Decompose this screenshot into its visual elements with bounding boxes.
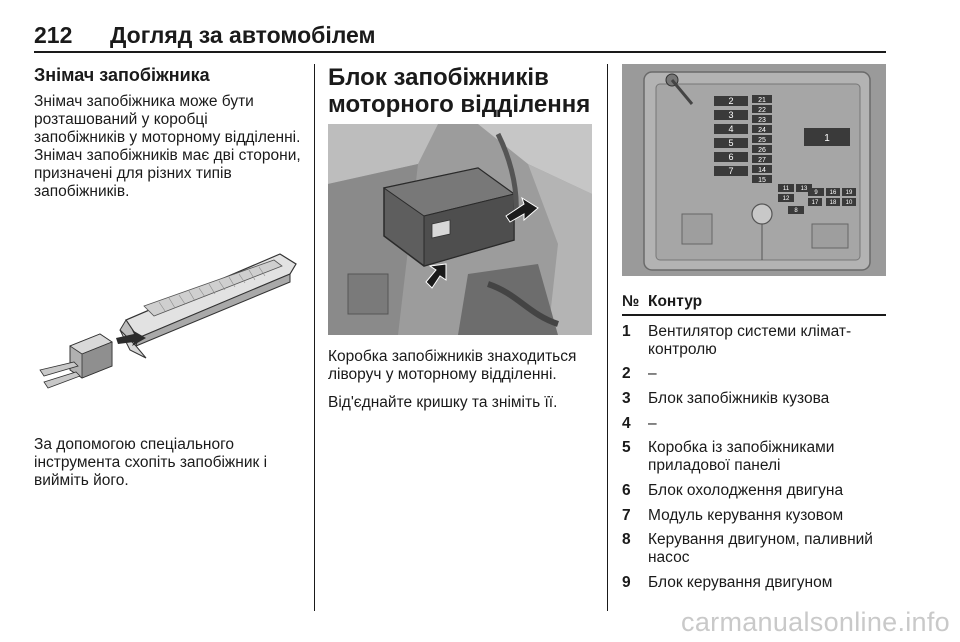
- fuse-label-5: 5: [728, 138, 734, 148]
- table-header-number: №: [622, 293, 640, 310]
- column-divider-1: [314, 64, 315, 611]
- fuse-label-4: 4: [728, 124, 734, 134]
- row-number: 8: [622, 531, 631, 548]
- engine-fuse-block-text: [328, 348, 596, 412]
- row-number: 6: [622, 482, 631, 499]
- row-label: –: [648, 415, 657, 432]
- remove-cover-instruction: Від'єднайте кришку та зніміть її.: [328, 394, 558, 411]
- relay-label-1: 1: [824, 133, 830, 144]
- fuse-label-19: 19: [845, 190, 853, 196]
- row-number: 7: [622, 507, 631, 524]
- engine-fuse-block-section: [328, 64, 596, 118]
- row-number: 2: [622, 365, 631, 382]
- row-label: Коробка із запобіжниками приладової панелі: [648, 439, 835, 474]
- fuse-label-21: 21: [758, 97, 766, 104]
- fuse-box-location-text: Коробка запобіжників знаходиться ліворуч у моторному відділенні.: [328, 348, 577, 383]
- row-label: Керування двигуном, паливний насос: [648, 531, 873, 566]
- circuit-table-header: [622, 292, 886, 316]
- header-rule: [34, 51, 886, 53]
- fuse-label-24: 24: [758, 127, 766, 134]
- table-header-circuit: Контур: [648, 293, 703, 310]
- fuse-label-23: 23: [758, 117, 766, 124]
- fuse-label-7: 7: [728, 166, 734, 176]
- fuse-label-13: 13: [800, 186, 808, 192]
- page-number: 212: [34, 22, 73, 48]
- fuse-label-12: 12: [782, 196, 790, 202]
- right-fuse-column: [752, 95, 772, 184]
- fuse-label-9: 9: [814, 190, 818, 196]
- row-number: 3: [622, 390, 631, 407]
- engine-fuse-block-heading: Блок запобіжників моторного відділення: [328, 64, 591, 118]
- fuse-label-25: 25: [758, 137, 766, 144]
- row-label: Блок запобіжників кузова: [648, 390, 830, 407]
- running-title: Догляд за автомобілем: [110, 22, 376, 48]
- fuse-label-6: 6: [728, 152, 734, 162]
- row-label: Модуль керування кузовом: [648, 507, 844, 524]
- engine-compartment-illustration: [328, 124, 592, 335]
- row-number: 5: [622, 439, 631, 456]
- fuse-extractor-section: [34, 64, 302, 201]
- fuse-label-15: 15: [758, 177, 766, 184]
- fuse-label-16: 16: [829, 190, 837, 196]
- row-label: –: [648, 365, 657, 382]
- fuse-label-11: 11: [782, 186, 790, 192]
- row-label: Блок охолодження двигуна: [648, 482, 844, 499]
- fuse-label-22: 22: [758, 107, 766, 114]
- fuse-label-8: 8: [794, 208, 798, 214]
- row-number: 1: [622, 323, 631, 340]
- column-divider-2: [607, 64, 608, 611]
- fuse-label-3: 3: [728, 110, 734, 120]
- fuse-label-26: 26: [758, 147, 766, 154]
- fuse-label-14: 14: [758, 167, 766, 174]
- fuse-label-18: 18: [829, 200, 837, 206]
- fuse-box-diagram: [622, 64, 886, 276]
- fuse-label-10: 10: [845, 200, 853, 206]
- row-number: 4: [622, 415, 631, 432]
- fuse-label-27: 27: [758, 157, 766, 164]
- row-number: 9: [622, 574, 631, 591]
- fuse-label-17: 17: [811, 200, 819, 206]
- fuse-extractor-instructions: [34, 436, 302, 490]
- watermark: carmanualsonline.info: [681, 607, 950, 637]
- fuse-extractor-illustration: [34, 238, 302, 408]
- fuse-label-2: 2: [728, 96, 734, 106]
- row-label: Вентилятор системи клімат-контролю: [648, 323, 852, 358]
- row-label: Блок керування двигуном: [648, 574, 833, 591]
- fuse-extractor-heading: Знімач запобіжника: [34, 65, 210, 85]
- fuse-extractor-instruction-text: За допомогою спеціального інструмента схопіть запобіжник і вийміть його.: [34, 436, 268, 489]
- fuse-extractor-description: Знімач запобіжника може бути розташований у коробці запобіжників у моторному відділенні. Знімач запобіжників має дві сторони, призначені для різних типів запобіжників.: [34, 93, 301, 200]
